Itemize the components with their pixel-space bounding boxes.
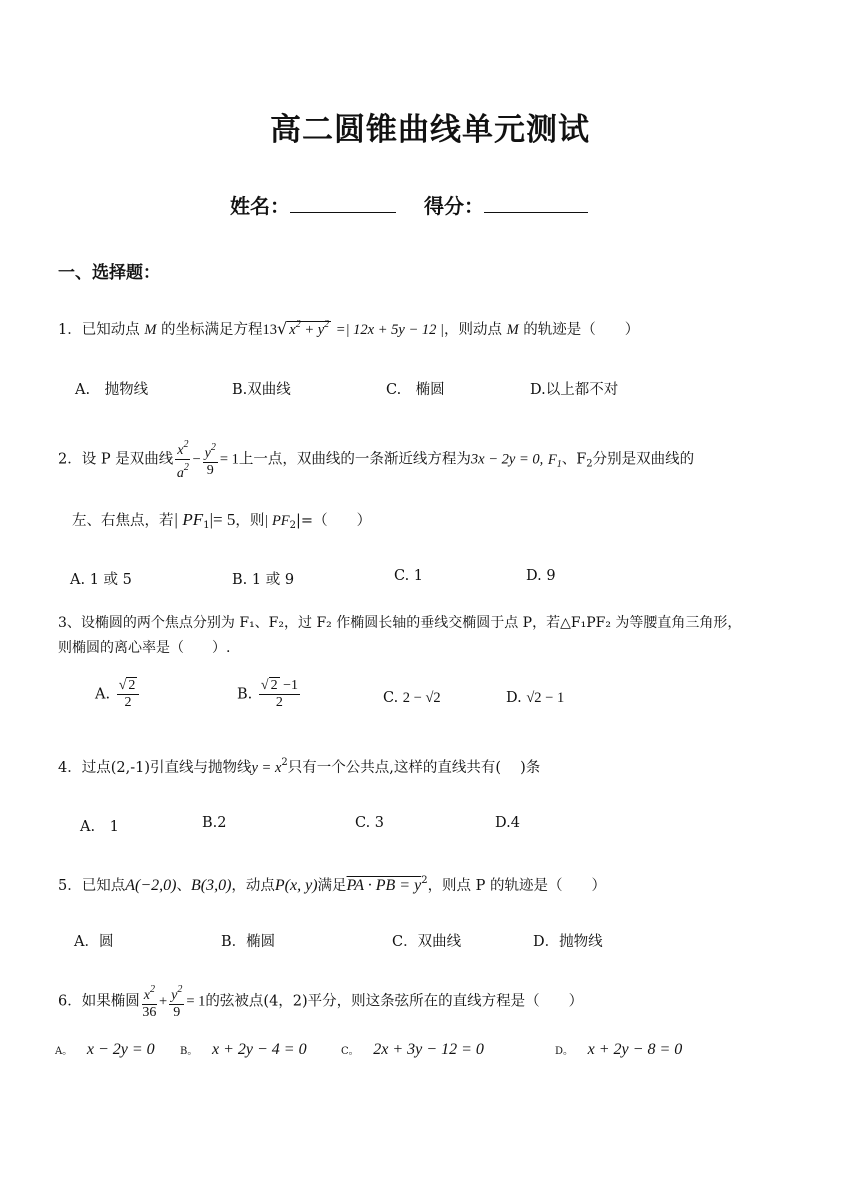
name-field	[230, 190, 396, 219]
q3-option-b-label: B.	[237, 686, 253, 703]
q1-eq-rhs: =| 12x + 5y − 12 |	[335, 322, 444, 338]
question-3-line2: 则椭圆的离心率是（ ）.	[58, 640, 231, 656]
q1-number: 1．	[58, 322, 82, 338]
q1-text-d: 的轨迹是（ ）	[523, 322, 640, 338]
q2-text-b: 上一点，双曲线的一条渐近线方程为	[238, 451, 471, 468]
question-1: 1．已知动点 M 的坐标满足方程13√ $x^2 + y^2$ =| 12x + 5y − 12 |，则动点 M 的轨迹是（ ）	[58, 319, 640, 338]
q6-option-c-label: C。	[341, 1046, 359, 1057]
section-heading: 一、选择题：	[58, 263, 160, 283]
q6-option-c[interactable]	[341, 1041, 484, 1059]
q6-text-b: 的弦被点(4，2)平分，则这条弦所在的直线方程是（ ）	[205, 993, 584, 1010]
q3-option-d-label: D.	[506, 690, 522, 706]
q1-var-m: M	[144, 322, 157, 338]
q2-line2-text: 左、右焦点，若	[72, 513, 174, 529]
q5-point-b: B(3,0)	[190, 877, 232, 894]
q4-option-c[interactable]: C. 3	[355, 815, 385, 831]
q5-point-p: P(x, y)	[274, 877, 318, 894]
q2-pf1: | PF	[173, 510, 204, 529]
q5-option-d[interactable]: D．抛物线	[533, 934, 603, 950]
question-5: 5．已知点A(−2,0)、B(3,0)，动点P(x, y)满足PA · PB = $y^2$，则点 P 的轨迹是（ ）	[58, 875, 607, 894]
page-title: 高二圆锥曲线单元测试	[270, 112, 590, 148]
q2-pf1-tail: |= 5	[209, 510, 236, 529]
q6-option-a[interactable]	[55, 1041, 155, 1059]
q4-option-b[interactable]: B.2	[202, 815, 227, 831]
q3-option-d-value: √2 − 1	[526, 690, 565, 706]
q2-pf2: | PF	[264, 513, 290, 529]
question-2: 2．设 P 是双曲线 $\frac{x^2}{a^2}$ − $\frac{y^2}{9}$ = 1上一点，双曲线的一条渐近线方程为3x − 2y = 0, $F_1$、$F_2$分别是双曲线的	[58, 439, 695, 481]
q5-text-d: ，则点 P 的轨迹是（ ）	[427, 878, 607, 894]
question-3-line1: 3、设椭圆的两个焦点分别为 F₁、F₂，过 F₂ 作椭圆长轴的垂线交椭圆于点 P，若△F₁PF₂ 为等腰直角三角形，	[58, 615, 742, 631]
q1-option-b[interactable]: B.双曲线	[232, 382, 291, 398]
q6-eq-tail: = 1	[186, 993, 206, 1010]
name-label: 姓名：	[230, 194, 290, 218]
q2-text-d: 分别是双曲线的	[592, 451, 695, 468]
q6-option-a-eq: x − 2y = 0	[86, 1041, 155, 1058]
q2-pf2-tail: |=（ ）	[296, 513, 372, 529]
q4-text: 4．过点(2,-1)引直线与抛物线	[58, 760, 252, 776]
q4-eq: y = x	[251, 760, 282, 776]
q4-option-d[interactable]: D.4	[495, 815, 520, 831]
score-field	[424, 190, 588, 219]
q2-eq-tail: = 1	[219, 451, 239, 468]
q5-vector-eq: PA · PB = y	[346, 877, 422, 894]
score-label: 得分：	[424, 194, 484, 218]
score-blank[interactable]	[484, 194, 588, 213]
q5-text: 5．已知点	[58, 878, 126, 894]
q5-option-a[interactable]: A．圆	[74, 934, 114, 950]
q6-option-b-eq: x + 2y − 4 = 0	[211, 1041, 307, 1058]
q1-text-c: ，则动点	[443, 322, 502, 338]
q4-option-a[interactable]: A. 1	[80, 819, 119, 835]
q4-text-b: 只有一个公共点,这样的直线共有( )条	[287, 760, 541, 776]
q2-f1: $F_1$	[547, 451, 562, 470]
q2-option-a[interactable]: A. 1 或 5	[70, 572, 132, 588]
q1-var-m2: M	[506, 322, 519, 338]
q2-number: 2．	[58, 451, 82, 468]
q5-option-b[interactable]: B．椭圆	[221, 934, 276, 950]
q2-frac-y: $\frac{y^2}{9}$	[204, 442, 216, 478]
q6-text: 6．如果椭圆	[58, 993, 140, 1010]
q2-asymptote: 3x − 2y = 0,	[470, 451, 544, 468]
question-6: 6．如果椭圆 $\frac{x^2}{36}$ + $\frac{y^2}{9}$ = 1的弦被点(4，2)平分，则这条弦所在的直线方程是（ ）	[58, 984, 584, 1020]
q5-text-c: 满足	[317, 878, 347, 894]
q2-line2-b: ，则	[235, 513, 265, 529]
q3-option-a-label: A.	[95, 686, 111, 703]
q3-option-c-value: 2 − √2	[402, 690, 441, 706]
q5-sep: 、	[176, 878, 191, 894]
name-blank[interactable]	[290, 194, 396, 213]
q3-option-c[interactable]	[383, 690, 441, 707]
q1-option-c[interactable]: C. 椭圆	[386, 382, 445, 398]
question-4: 4．过点(2,-1)引直线与抛物线$y = x^2$只有一个公共点,这样的直线共有( )条	[58, 757, 541, 776]
q1-eq-lhs: 13	[262, 322, 278, 338]
q5-text-b: ，动点	[231, 878, 275, 894]
q1-text: 已知动点	[81, 322, 140, 338]
q3-option-b[interactable]: B. $\frac{√ 2 -1}{2}$	[237, 678, 298, 710]
q2-option-d[interactable]: D. 9	[526, 568, 556, 584]
q1-option-d[interactable]: D.以上都不对	[530, 382, 619, 398]
q6-option-d-eq: x + 2y − 8 = 0	[587, 1041, 683, 1058]
q1-sqrt: $x^2 + y^2$	[289, 319, 330, 338]
q6-frac-x: $\frac{x^2}{36}$	[142, 984, 157, 1020]
q2-frac-x: $\frac{x^2}{a^2}$	[176, 439, 189, 481]
q2-text: 设 P 是双曲线	[81, 451, 174, 468]
q3-option-a[interactable]: A. $\frac{√ 2}{2}$	[95, 678, 141, 711]
q3-option-d[interactable]	[506, 690, 564, 707]
q3-option-c-label: C.	[383, 690, 399, 706]
q6-option-d-label: D。	[555, 1046, 574, 1057]
q6-option-c-eq: 2x + 3y − 12 = 0	[373, 1041, 484, 1058]
q2-option-c[interactable]: C. 1	[394, 568, 424, 584]
q6-option-b-label: B。	[180, 1046, 198, 1057]
q1-option-a[interactable]: A. 抛物线	[75, 382, 149, 398]
q6-frac-y: $\frac{y^2}{9}$	[171, 984, 183, 1020]
question-2-line2: 左、右焦点，若| $PF_1|= 5$，则| $PF_2|=$（ ）	[72, 510, 372, 531]
q5-point-a: A(−2,0)	[125, 877, 177, 894]
q6-option-b[interactable]	[180, 1041, 307, 1059]
q6-option-a-label: A。	[55, 1046, 73, 1057]
q2-text-c: 、F	[561, 451, 587, 468]
q6-option-d[interactable]	[555, 1041, 682, 1059]
q1-text-b: 的坐标满足方程	[161, 322, 263, 338]
q2-option-b[interactable]: B. 1 或 9	[232, 572, 295, 588]
q5-option-c[interactable]: C．双曲线	[392, 934, 462, 950]
